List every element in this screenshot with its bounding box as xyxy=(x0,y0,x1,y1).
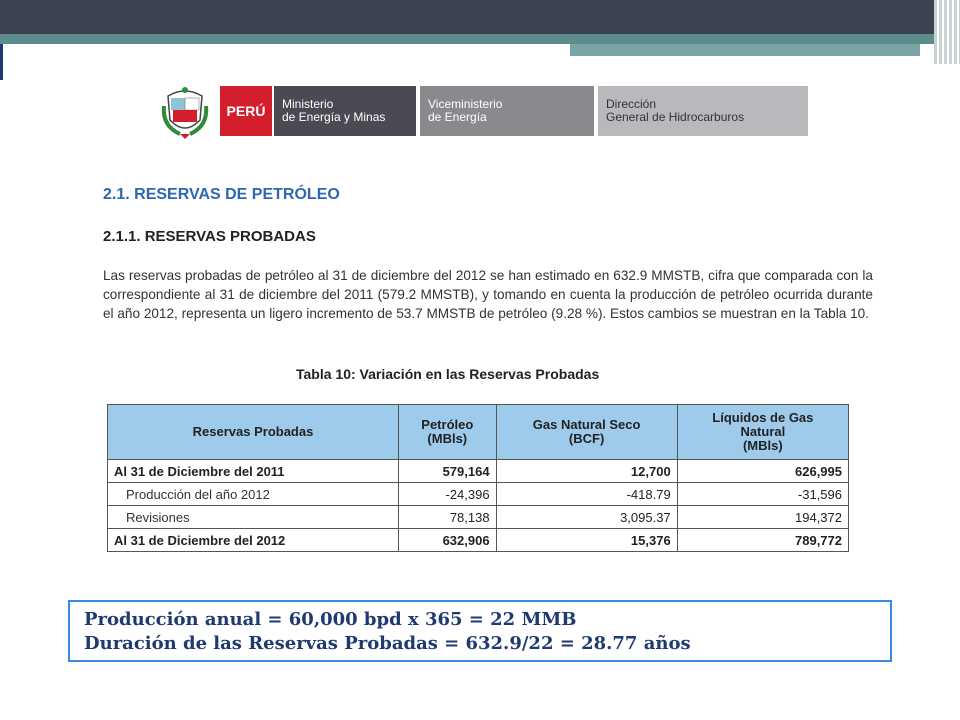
table-cell: 579,164 xyxy=(399,460,497,483)
table-row xyxy=(108,460,849,483)
table-cell: -24,396 xyxy=(399,483,497,506)
reserves-table xyxy=(107,404,849,552)
table-cell: 789,772 xyxy=(677,529,848,552)
slide-corner-stripes xyxy=(934,0,960,64)
table-cell: 3,095.37 xyxy=(496,506,677,529)
table-cell: -418.79 xyxy=(496,483,677,506)
table-row xyxy=(108,506,849,529)
peru-brand-label: PERÚ xyxy=(220,86,272,136)
peru-coat-of-arms-icon xyxy=(160,86,210,140)
formula-line-duration: Duración de las Reservas Probadas = 632.9/22 = 28.77 años xyxy=(84,633,691,654)
table-cell: Al 31 de Diciembre del 2011 xyxy=(108,460,399,483)
table-cell: Al 31 de Diciembre del 2012 xyxy=(108,529,399,552)
table-header-cell: Petróleo (MBls) xyxy=(399,405,497,460)
slide-top-bar xyxy=(0,0,960,34)
table-cell: Revisiones xyxy=(108,506,399,529)
slide-left-edge xyxy=(0,44,3,80)
table-cell: 12,700 xyxy=(496,460,677,483)
table-cell: 15,376 xyxy=(496,529,677,552)
slide-top-accent-short xyxy=(570,44,920,56)
table-header-cell: Reservas Probadas xyxy=(108,405,399,460)
table-row xyxy=(108,529,849,552)
slide-top-accent xyxy=(0,34,960,44)
table-caption: Tabla 10: Variación en las Reservas Probadas xyxy=(296,366,600,382)
table-header-cell: Líquidos de Gas Natural (MBls) xyxy=(677,405,848,460)
formula-line-production: Producción anual = 60,000 bpd x 365 = 22 MMB xyxy=(84,609,577,630)
body-paragraph: Las reservas probadas de petróleo al 31 de diciembre del 2012 se han estimado en 632.9 MMSTB, cifra que comparada con la correspondiente al 31 de diciembre del 2011 (579.2 MMSTB), y tomando en cuenta la producción de petróleo ocurrida durante el año 2012, representa un ligero incremento de 53.7 MMSTB de petróleo (9.28 %). Estos cambios se muestran en la Tabla 10. xyxy=(103,268,873,321)
table-cell: Producción del año 2012 xyxy=(108,483,399,506)
table-row xyxy=(108,483,849,506)
formula-box xyxy=(68,600,892,662)
table-cell: 632,906 xyxy=(399,529,497,552)
section-title: 2.1. RESERVAS DE PETRÓLEO xyxy=(103,186,340,203)
table-cell: -31,596 xyxy=(677,483,848,506)
table-cell: 626,995 xyxy=(677,460,848,483)
table-header-cell: Gas Natural Seco (BCF) xyxy=(496,405,677,460)
table-cell: 78,138 xyxy=(399,506,497,529)
direccion-brand-label: Dirección General de Hidrocarburos xyxy=(598,86,808,136)
table-header-row xyxy=(108,405,849,460)
ministerio-brand-label: Ministerio de Energía y Minas xyxy=(272,86,416,136)
subsection-title: 2.1.1. RESERVAS PROBADAS xyxy=(103,228,316,245)
viceministerio-brand-label: Viceministerio de Energía xyxy=(420,86,594,136)
table-cell: 194,372 xyxy=(677,506,848,529)
